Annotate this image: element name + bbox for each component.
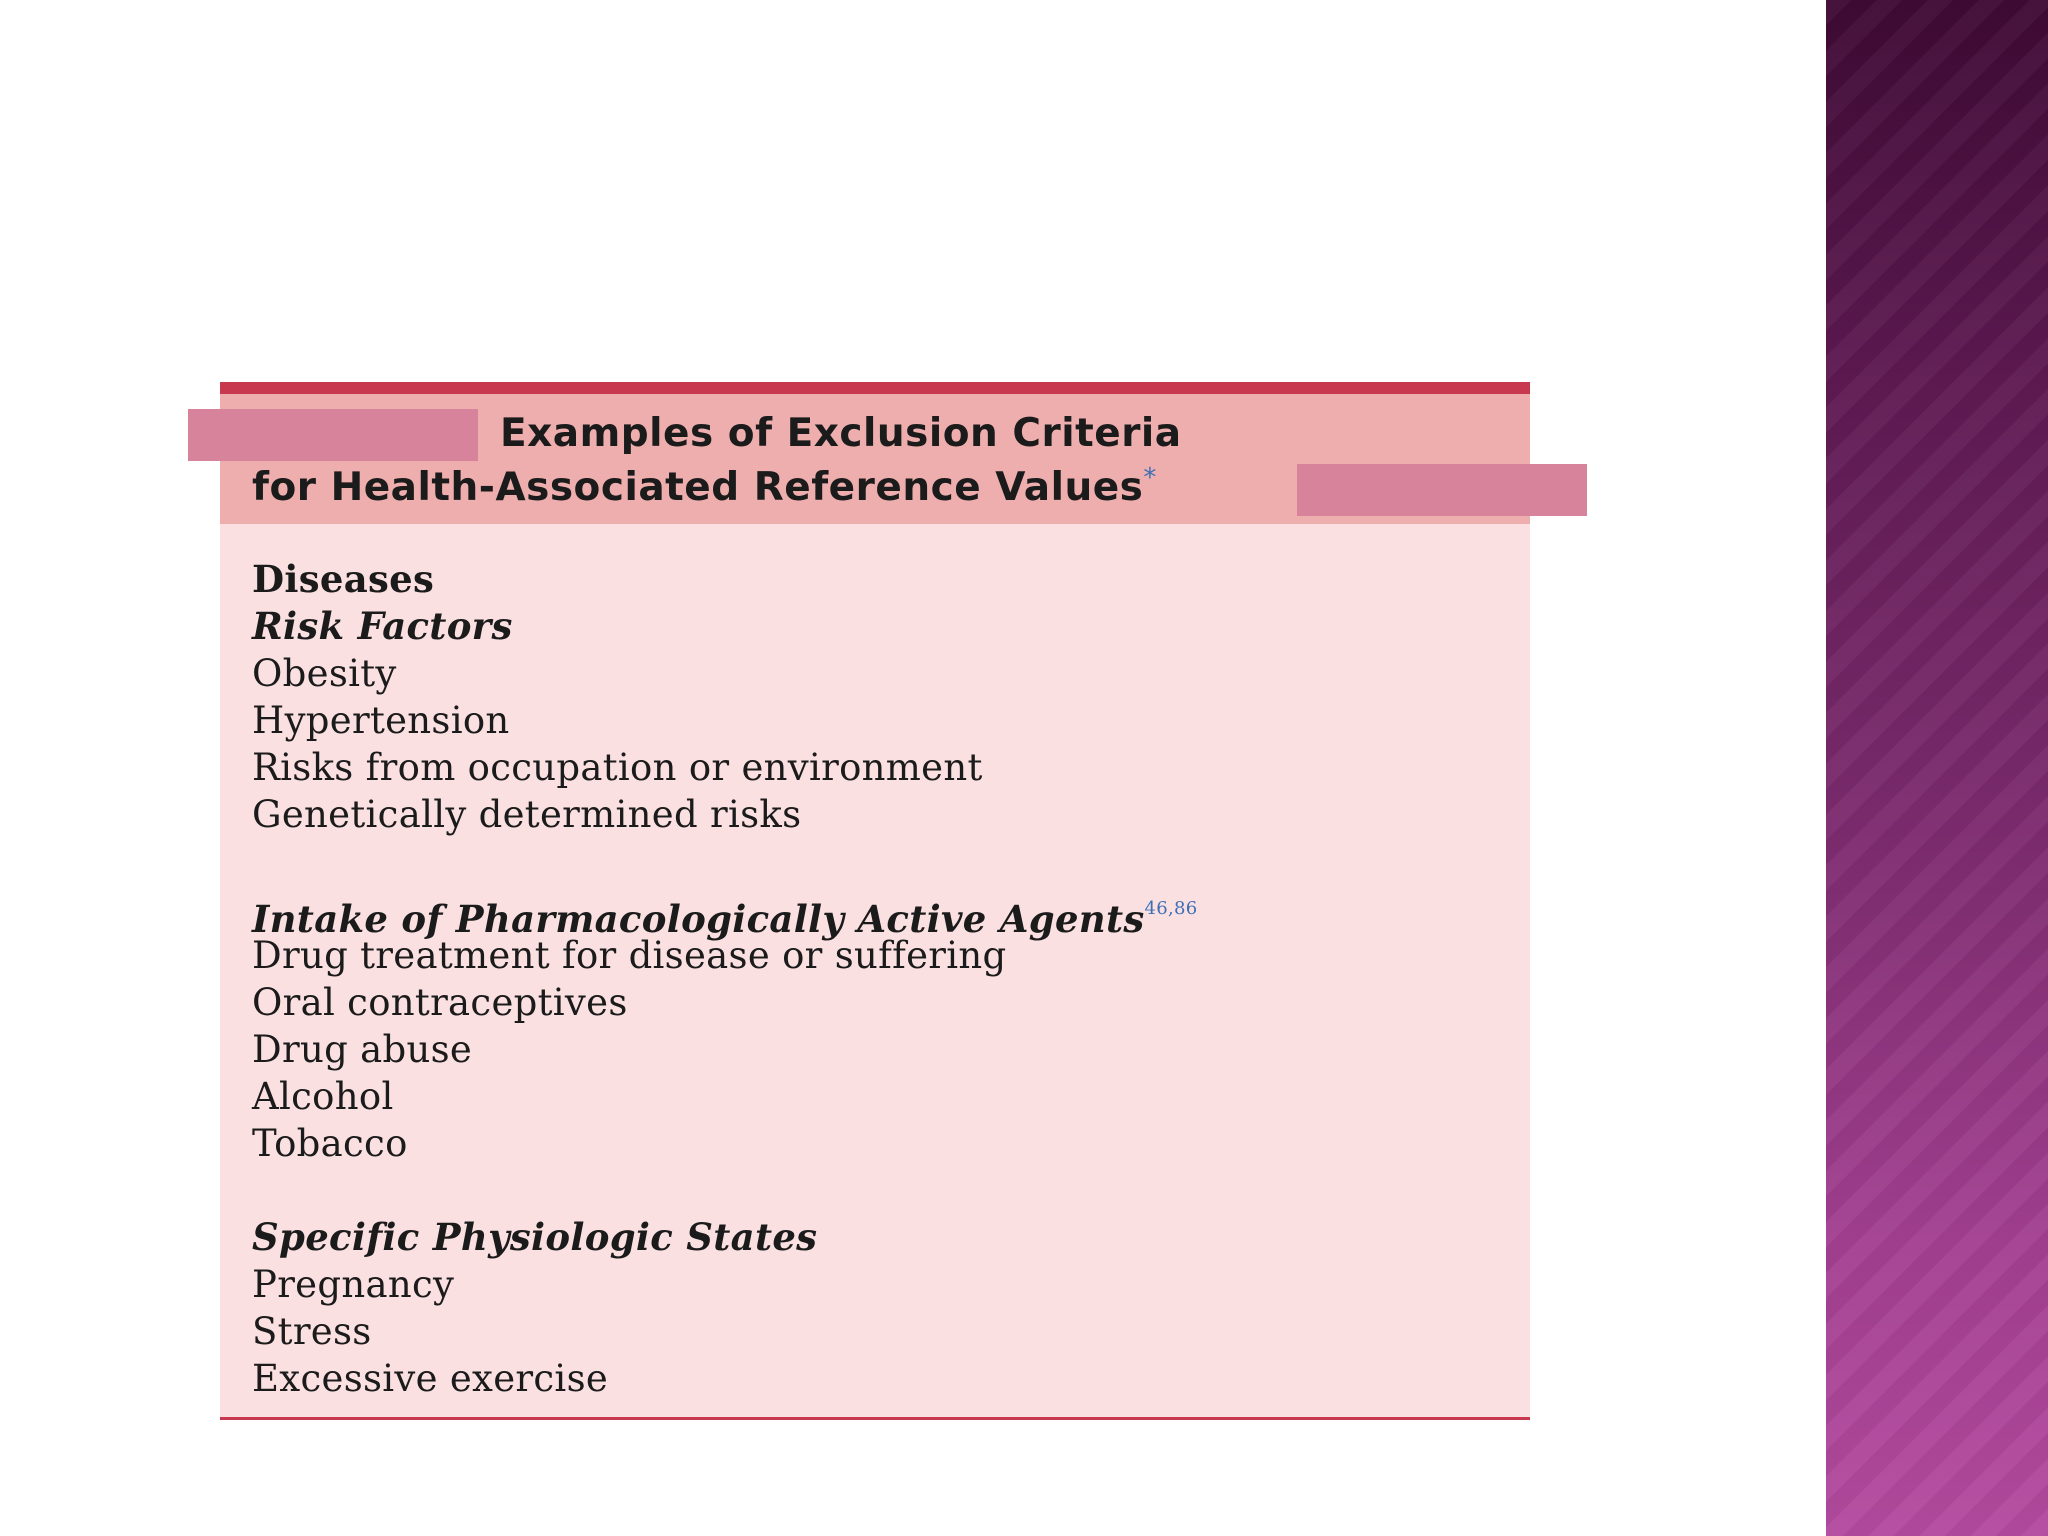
section-heading-physiologic-states: Specific Physiologic States xyxy=(252,1215,818,1259)
reference-citation: 46,86 xyxy=(1144,898,1198,919)
list-item: Stress xyxy=(252,1310,372,1353)
section-heading-pharmacological-text: Intake of Pharmacologically Active Agents xyxy=(252,897,1145,941)
table-title-line-1 xyxy=(500,411,1182,456)
table-label-bar-left xyxy=(188,409,478,461)
list-item: Drug treatment for disease or suffering xyxy=(252,934,1007,977)
list-item: Oral contraceptives xyxy=(252,981,628,1024)
table-title-text-1: Examples of Exclusion Criteria xyxy=(500,411,1182,456)
list-item: Hypertension xyxy=(252,699,510,742)
section-heading-risk-factors: Risk Factors xyxy=(252,604,513,648)
list-item: Alcohol xyxy=(252,1075,394,1118)
table-body xyxy=(252,556,1198,1402)
decorative-side-band xyxy=(1826,0,2048,1536)
list-item: Drug abuse xyxy=(252,1028,473,1071)
list-item: Risks from occupation or environment xyxy=(252,746,983,789)
table-label-bar-right xyxy=(1297,464,1587,516)
section-spacer xyxy=(252,1167,1198,1214)
table-title-text-2: for Health-Associated Reference Values xyxy=(252,465,1144,510)
title-footnote-mark: * xyxy=(1143,463,1157,493)
section-heading-pharmacological xyxy=(252,885,1198,941)
list-item: Excessive exercise xyxy=(252,1357,609,1400)
table-title-line-2 xyxy=(252,463,1157,510)
list-item: Tobacco xyxy=(252,1122,408,1165)
section-heading-diseases: Diseases xyxy=(252,557,435,601)
list-item: Obesity xyxy=(252,652,397,695)
section-spacer xyxy=(252,838,1198,885)
list-item: Pregnancy xyxy=(252,1263,455,1306)
list-item: Genetically determined risks xyxy=(252,793,802,836)
